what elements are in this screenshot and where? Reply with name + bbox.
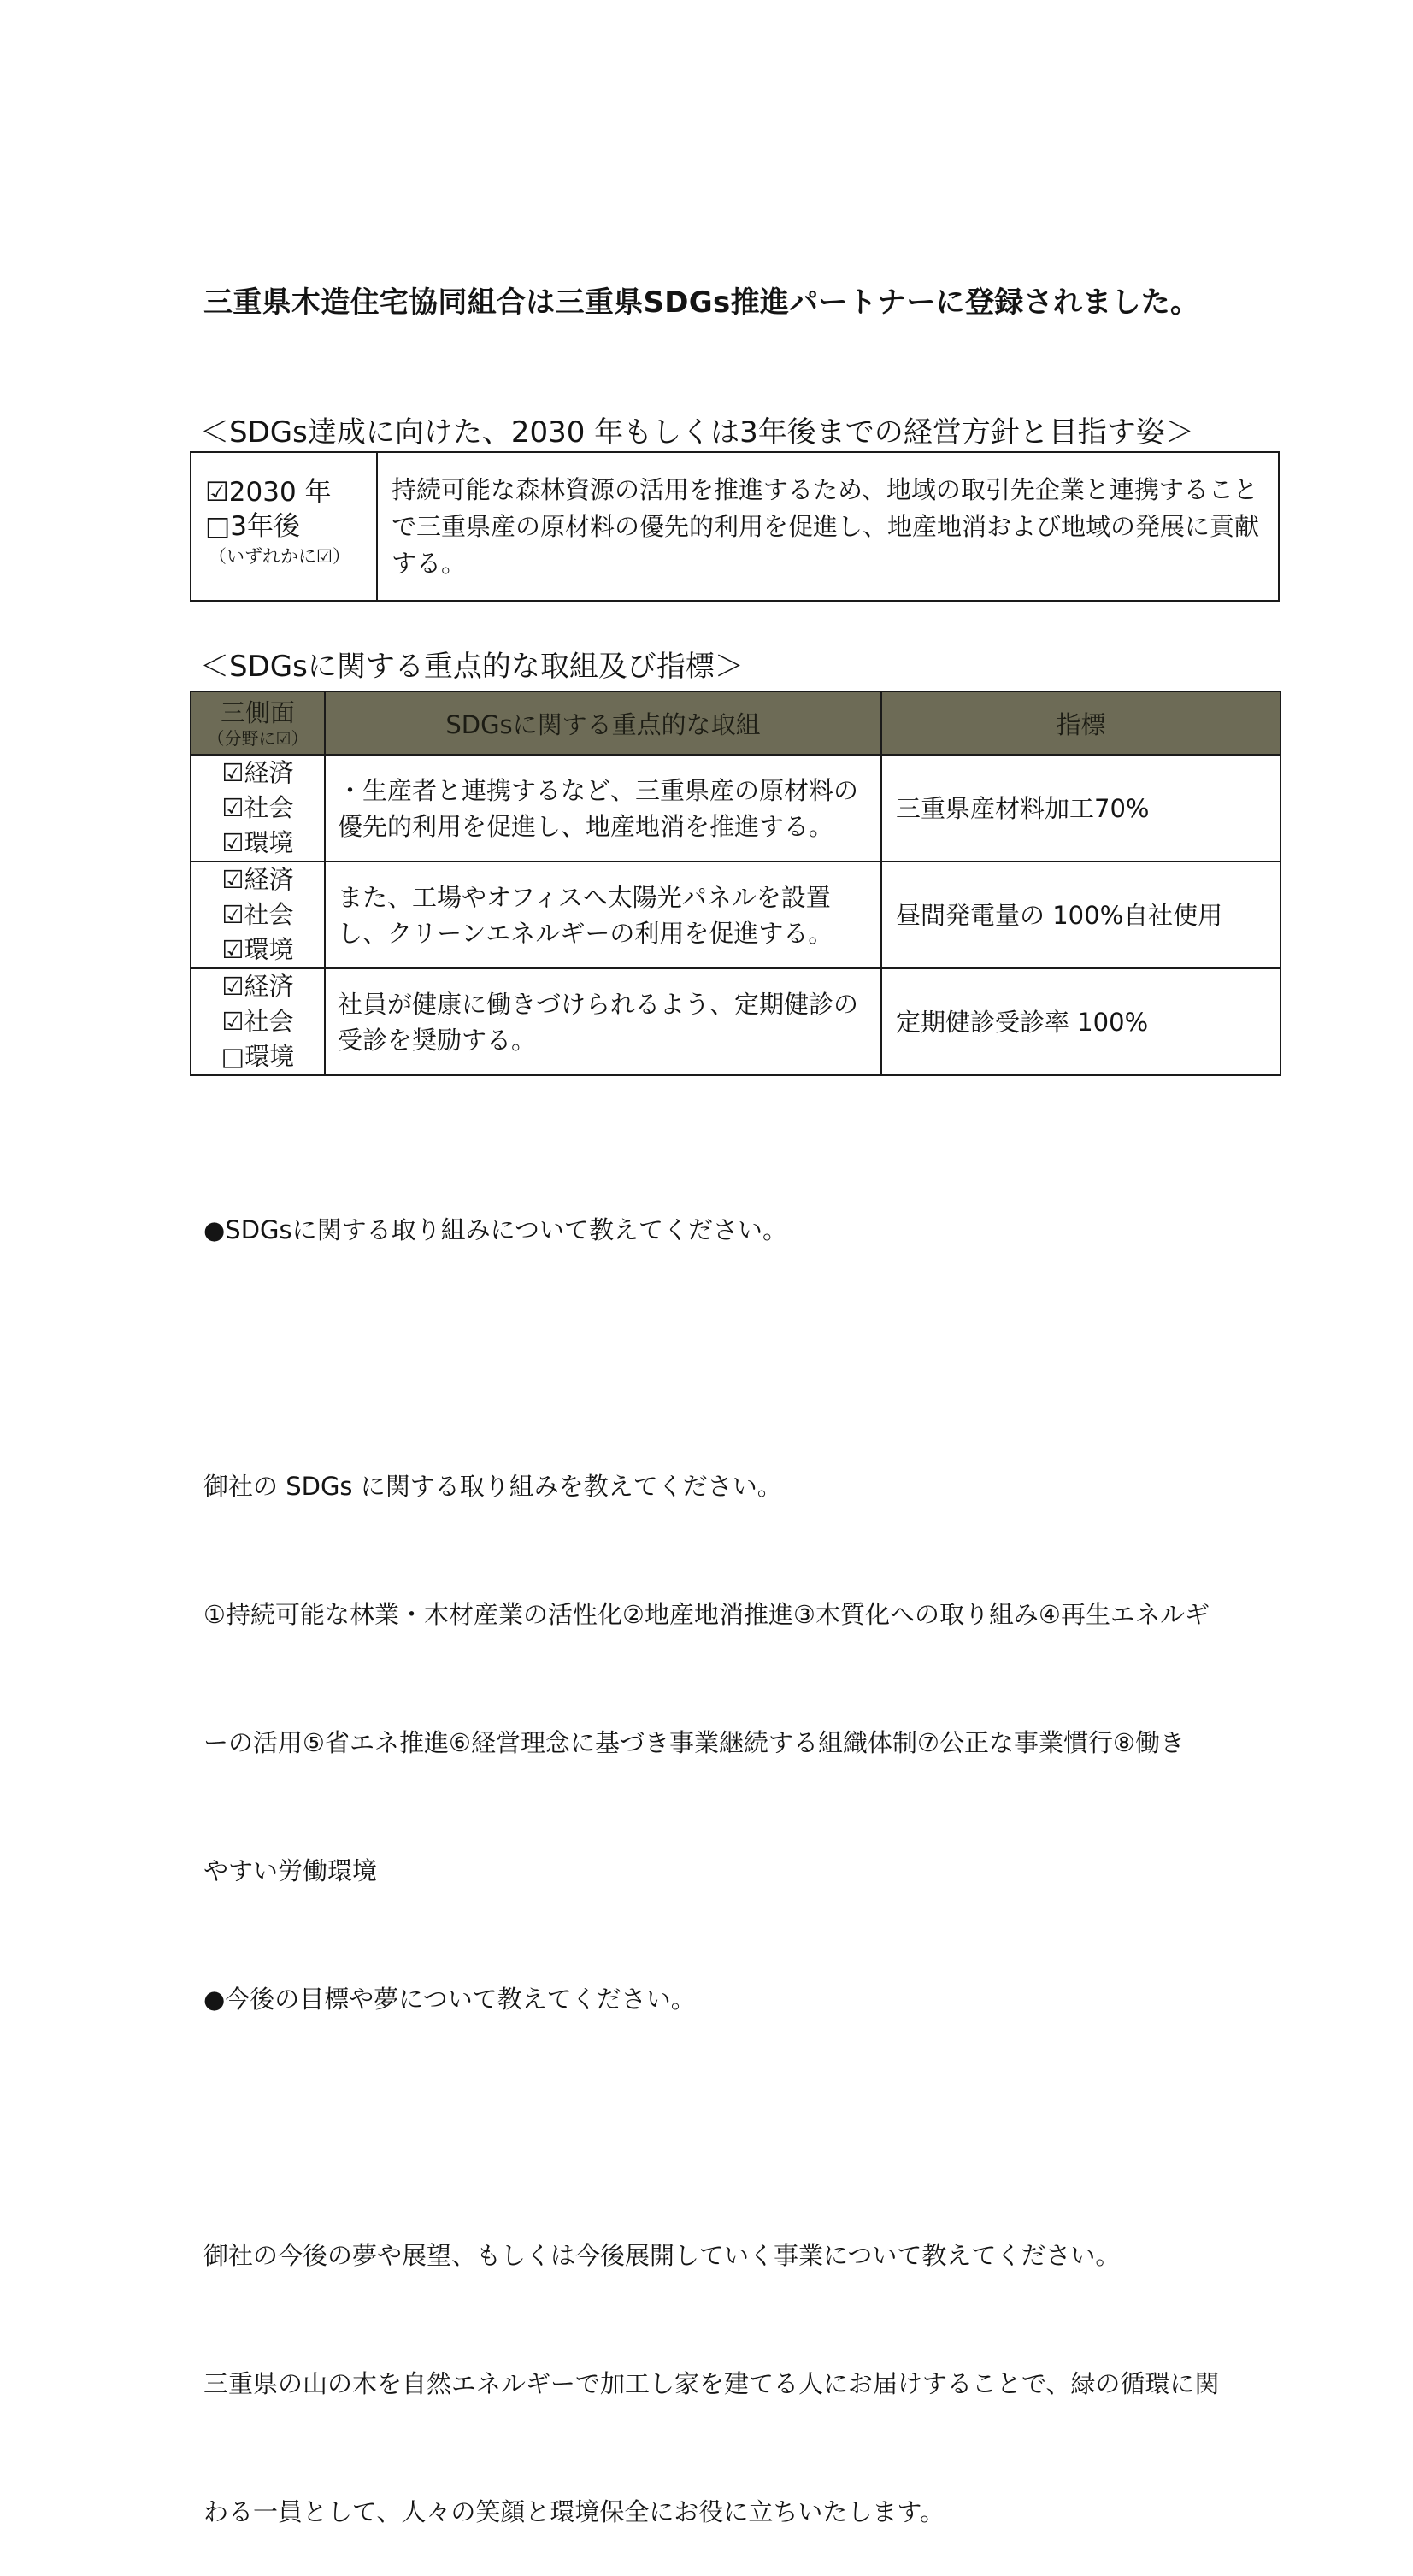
aspects-cell [191,862,325,968]
q1-answer-line: やすい労働環境 [203,1856,378,1885]
option-note: （いずれかに☑） [209,546,350,567]
header-aspects-note: （分野に☑） [207,728,309,749]
aspect-society: ☑社会 [221,1007,294,1036]
q2-heading: ●今後の目標や夢について教えてください。 [203,1985,696,2014]
aspect-environment: ☑環境 [221,935,294,964]
indicator-cell: 定期健診受診率 100% [881,968,1281,1075]
q2-answer-line: わる一員として、人々の笑顔と環境保全にお役に立ちいたします。 [203,2497,945,2526]
aspect-environment: □環境 [221,1042,295,1071]
indicator-cell: 三重県産材料加工70% [881,755,1281,862]
q1-heading: ●SDGsに関する取り組みについて教えてください。 [203,1215,788,1244]
aspect-environment: ☑環境 [221,828,294,857]
aspect-economy: ☑経済 [221,758,294,787]
initiative-cell: 社員が健康に働きづけられるよう、定期健診の受診を奨励する。 [325,968,881,1075]
page-title: 三重県木造住宅協同組合は三重県SDGs推進パートナーに登録されました。 [203,285,1200,320]
header-indicator: 指標 [881,691,1281,755]
aspect-economy: ☑経済 [221,972,294,1001]
policy-table [190,451,1280,602]
table-header-row [191,691,1281,755]
indicator-cell: 昼間発電量の 100%自社使用 [881,862,1281,968]
option-2030: ☑2030 年 [205,477,332,508]
aspect-economy: ☑経済 [221,865,294,894]
policy-heading: ＜SDGs達成に向けた、2030 年もしくは3年後までの経営方針と目指す姿＞ [200,415,1194,450]
spacer [203,1337,1263,1379]
aspect-society: ☑社会 [221,900,294,929]
header-aspects-label: 三側面 [220,698,295,727]
option-3years: □3年後 [205,511,301,542]
q1-answer-line: ①持続可能な林業・木材産業の活性化②地産地消推進③木質化への取り組み④再生エネルギ [203,1600,1210,1629]
target-year-options [191,453,378,600]
initiative-cell: ・生産者と連携するなど、三重県産の原材料の優先的利用を促進し、地産地消を推進する。 [325,755,881,862]
initiatives-heading: ＜SDGsに関する重点的な取組及び指標＞ [200,650,744,684]
table-row [191,968,1281,1075]
policy-text: 持続可能な森林資源の活用を推進するため、地域の取引先企業と連携することで三重県産の原材料の優先的利用を促進し、地産地消および地域の発展に貢献する。 [392,475,1260,578]
initiative-cell: また、工場やオフィスへ太陽光パネルを設置し、クリーンエネルギーの利用を促進する。 [325,862,881,968]
table-row [191,755,1281,862]
aspects-cell [191,968,325,1075]
header-aspects [191,691,325,755]
aspects-cell [191,755,325,862]
q1-answer-line: ーの活用⑤省エネ推進⑥経営理念に基づき事業継続する組織体制⑦公正な事業慣行⑧働き [203,1728,1185,1757]
q1-prompt: 御社の SDGs に関する取り組みを教えてください。 [203,1472,782,1501]
q2-prompt: 御社の今後の夢や展望、もしくは今後展開していく事業について教えてください。 [203,2241,1121,2270]
aspect-society: ☑社会 [221,793,294,822]
header-initiative: SDGsに関する重点的な取組 [325,691,881,755]
sdgs-efforts-section [203,1123,1263,2576]
initiatives-table [190,691,1281,1076]
q2-answer-line: 三重県の山の木を自然エネルギーで加工し家を建てる人にお届けすることで、緑の循環に関 [203,2369,1220,2398]
table-row [191,862,1281,968]
spacer [203,2106,1263,2149]
